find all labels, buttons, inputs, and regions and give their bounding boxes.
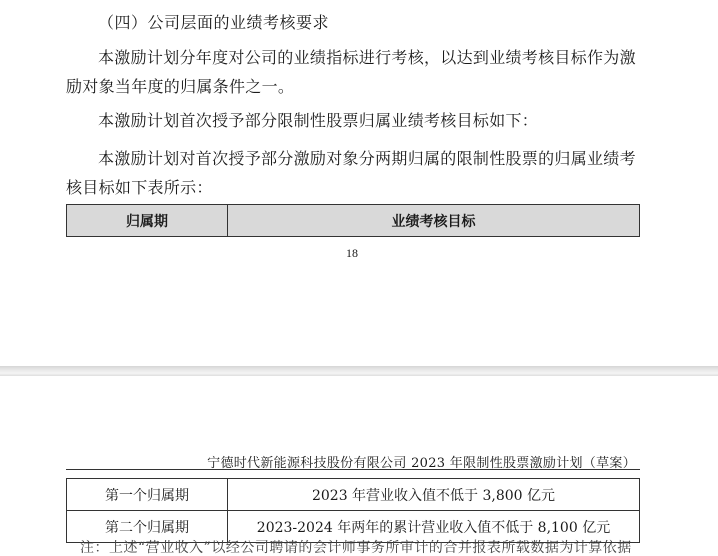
cut-off-text-line: 注：上述“营业收入”以经公司聘请的会计师事务所审计的合并报表所载数据为计算依据 bbox=[80, 540, 632, 556]
performance-target-cell: 2023-2024 年两年的累计营业收入值不低于 8,100 亿元 bbox=[228, 511, 640, 543]
performance-table-body bbox=[66, 478, 640, 543]
running-header: 宁德时代新能源科技股份有限公司 2023 年限制性股票激励计划（草案） bbox=[207, 456, 636, 471]
vesting-period-cell: 第二个归属期 bbox=[67, 511, 228, 543]
header-rule bbox=[66, 469, 640, 470]
page-number: 18 bbox=[346, 246, 358, 260]
vesting-period-cell: 第一个归属期 bbox=[67, 479, 228, 511]
paragraph-first-grant-targets: 本激励计划首次授予部分限制性股票归属业绩考核目标如下： bbox=[98, 111, 539, 130]
table-row bbox=[67, 511, 640, 543]
paragraph-two-period-vesting: 本激励计划对首次授予部分激励对象分两期归属的限制性股票的归属业绩考核目标如下表所示： bbox=[66, 149, 636, 197]
column-header-vesting-period: 归属期 bbox=[67, 205, 228, 237]
performance-target-cell: 2023 年营业收入值不低于 3,800 亿元 bbox=[228, 479, 640, 511]
document-page-bottom bbox=[0, 376, 718, 556]
paragraph-assessment-intro: 本激励计划分年度对公司的业绩指标进行考核，以达到业绩考核目标作为激励对象当年度的归属条件之一。 bbox=[66, 48, 636, 96]
column-header-performance-target: 业绩考核目标 bbox=[228, 205, 640, 237]
table-row bbox=[67, 479, 640, 511]
performance-table-header bbox=[66, 204, 640, 237]
section-heading: （四）公司层面的业绩考核要求 bbox=[98, 13, 330, 32]
